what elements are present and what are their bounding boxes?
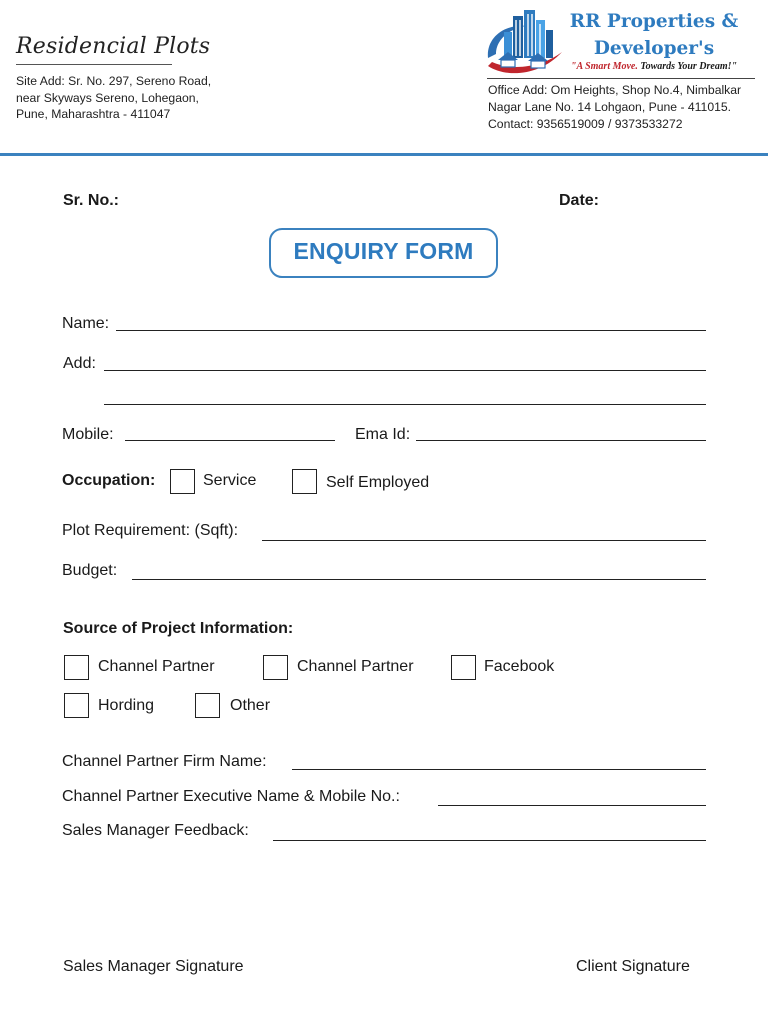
source-other-checkbox[interactable]: [195, 693, 220, 718]
source-facebook-checkbox[interactable]: [451, 655, 476, 680]
company-logo-icon: [482, 6, 566, 76]
logo-divider: [487, 78, 755, 79]
form-title: ENQUIRY FORM: [293, 238, 474, 264]
address-label: Add:: [63, 355, 96, 372]
name-label: Name:: [62, 315, 110, 332]
occupation-service-checkbox[interactable]: [170, 469, 195, 494]
cp-firm-label: Channel Partner Firm Name:: [62, 753, 267, 770]
sr-no-label: Sr. No.:: [63, 192, 120, 209]
office-address-line: Contact: 9356519009 / 9373533272: [488, 117, 683, 131]
office-address-line: Nagar Lane No. 14 Lohgaon, Pune - 411015.: [488, 100, 732, 114]
plot-requirement-field[interactable]: [262, 540, 706, 541]
date-label: Date:: [559, 192, 600, 209]
client-signature-label: Client Signature: [576, 958, 690, 975]
address-field-line-1[interactable]: [104, 370, 706, 371]
email-label: Ema Id:: [355, 426, 411, 443]
occupation-service-label: Service: [203, 472, 257, 489]
email-field[interactable]: [416, 440, 706, 441]
site-address-line: near Skyways Sereno, Lohegaon,: [16, 90, 199, 105]
feedback-field[interactable]: [273, 840, 706, 841]
header-divider: [0, 153, 768, 156]
name-field[interactable]: [116, 330, 706, 331]
site-address-line: Pune, Maharashtra - 411047: [16, 107, 171, 121]
project-title: Residencial Plots: [16, 34, 211, 59]
cp-firm-field[interactable]: [292, 769, 706, 770]
source-facebook-label: Facebook: [484, 658, 555, 675]
source-label: Source of Project Information:: [63, 620, 294, 637]
source-channel-partner-label: Channel Partner: [98, 658, 215, 675]
occupation-label: Occupation:: [62, 472, 156, 489]
site-address-line: Site Add: Sr. No. 297, Sereno Road,: [16, 74, 212, 88]
company-name: [556, 8, 752, 62]
site-address: [16, 73, 246, 123]
budget-label: Budget:: [62, 562, 118, 579]
source-channel-partner-2-checkbox[interactable]: [263, 655, 288, 680]
source-channel-partner-checkbox[interactable]: [64, 655, 89, 680]
source-hording-checkbox[interactable]: [64, 693, 89, 718]
project-title-underline: [16, 64, 172, 65]
mobile-label: Mobile:: [62, 426, 114, 443]
budget-field[interactable]: [132, 579, 706, 580]
source-channel-partner-2-label: Channel Partner: [297, 658, 414, 675]
company-name-line: RR Properties &: [569, 11, 739, 32]
office-address: [488, 82, 763, 133]
occupation-self-employed-checkbox[interactable]: [292, 469, 317, 494]
source-hording-label: Hording: [98, 697, 155, 714]
mobile-field[interactable]: [125, 440, 335, 441]
cp-executive-label: Channel Partner Executive Name & Mobile No.:: [62, 788, 400, 805]
sales-manager-signature-label: Sales Manager Signature: [63, 958, 244, 975]
tagline-prefix: "A Smart Move.: [570, 61, 641, 72]
feedback-label: Sales Manager Feedback:: [62, 822, 249, 839]
address-field-line-2[interactable]: [104, 404, 706, 405]
plot-requirement-label: Plot Requirement: (Sqft):: [62, 522, 239, 539]
source-other-label: Other: [230, 697, 271, 714]
office-address-line: Office Add: Om Heights, Shop No.4, Nimbalkar: [488, 83, 742, 97]
company-name-line: Developer's: [593, 38, 715, 59]
company-tagline: [556, 61, 752, 72]
tagline-suffix: Towards Your Dream!": [640, 61, 738, 72]
cp-executive-field[interactable]: [438, 805, 706, 806]
occupation-self-employed-label: Self Employed: [326, 474, 430, 491]
